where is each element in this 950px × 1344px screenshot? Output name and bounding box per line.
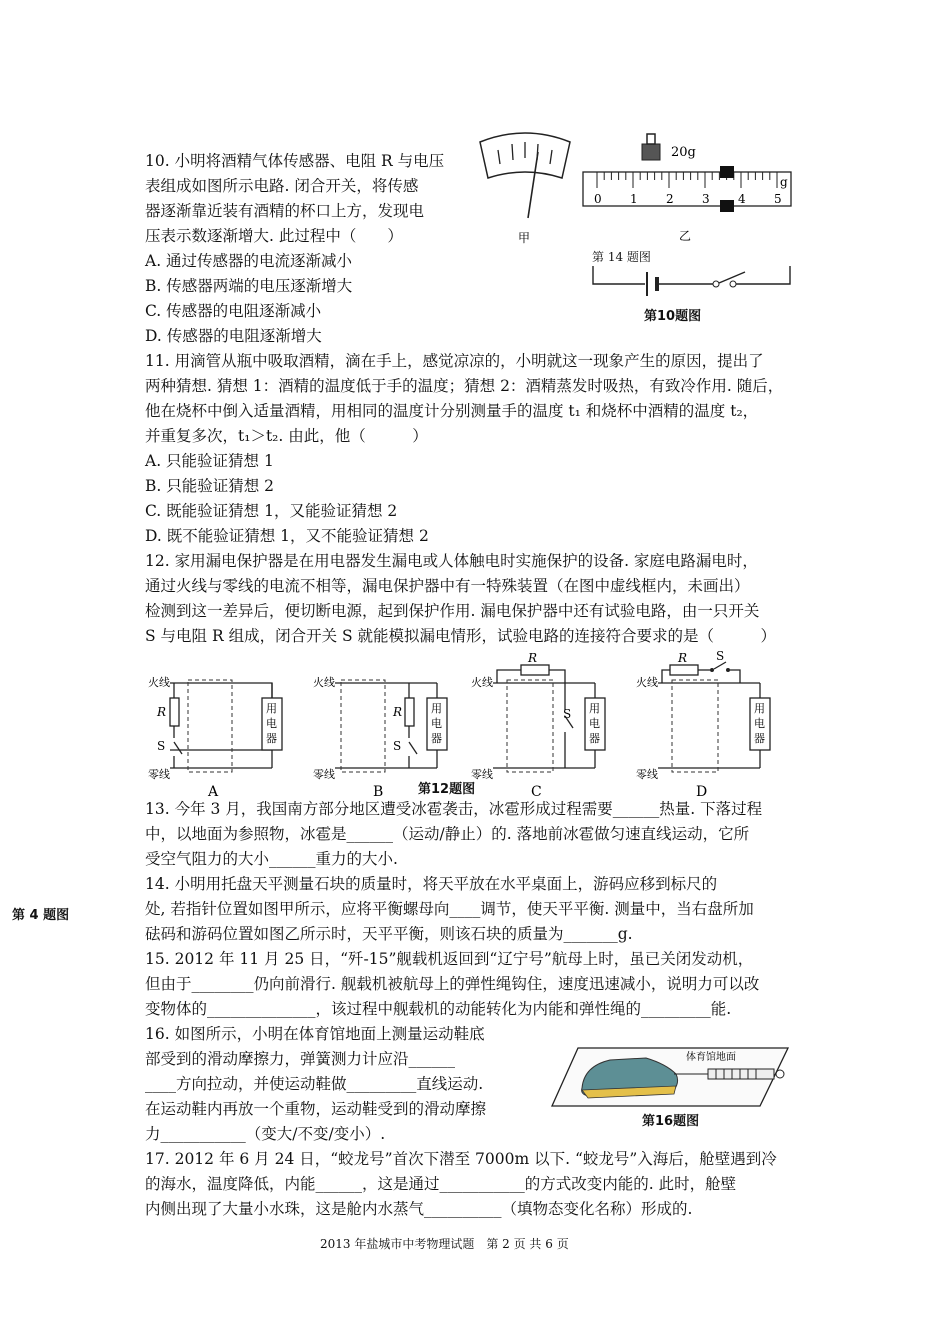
q11-option-d: D. 既不能验证猜想 1，又不能验证猜想 2 bbox=[145, 527, 429, 545]
circuit-c-s: S bbox=[563, 707, 572, 721]
circuit-c-r: R bbox=[528, 651, 538, 665]
circuit-a-r: R bbox=[157, 705, 167, 719]
q17-line-3: 内侧出现了大量小水珠，这是舱内水蒸气__________（填物态变化名称）形成的. bbox=[145, 1200, 693, 1218]
q16-line-3: ____方向拉动，并使运动鞋做_________直线运动. bbox=[145, 1075, 484, 1093]
circuit-d-neutral: 零线 bbox=[636, 768, 658, 781]
circuit-a-app-1: 用 bbox=[266, 702, 277, 715]
q13-line-2: 中，以地面为参照物，冰雹是______（运动/静止）的. 落地前冰雹做匀速直线运动，它所 bbox=[145, 825, 750, 843]
circuit-d-live: 火线 bbox=[636, 676, 658, 689]
q12-line-1: 12. 家用漏电保护器是在用电器发生漏电或人体触电时实施保护的设备. 家庭电路漏电时， bbox=[145, 552, 758, 570]
fig10-circuit bbox=[585, 262, 800, 304]
q16-line-1: 16. 如图所示，小明在体育馆地面上测量运动鞋底 bbox=[145, 1025, 485, 1043]
shoe-figure bbox=[548, 1040, 798, 1110]
fig16-caption: 第16题图 bbox=[642, 1114, 700, 1129]
circuit-b-neutral: 零线 bbox=[313, 768, 335, 781]
q15-line-2: 但由于________仍向前滑行. 舰载机被航母上的弹性绳钩住，速度迅速减小，说明力可以改 bbox=[145, 975, 760, 993]
circuit-b-live: 火线 bbox=[313, 676, 335, 689]
q10-line-4: 压表示数逐渐增大. 此过程中（ ） bbox=[145, 227, 403, 245]
rider-top bbox=[720, 166, 734, 178]
circuit-c-app-1: 用 bbox=[589, 702, 600, 715]
circuit-b-r: R bbox=[393, 705, 403, 719]
fig12-caption: 第12题图 bbox=[418, 782, 476, 797]
q11-line-3: 他在烧杯中倒入适量酒精，用相同的温度计分别测量手的温度 t₁ 和烧杯中酒精的温度 t₂， bbox=[145, 402, 759, 420]
balance-pointer-figure bbox=[470, 130, 580, 250]
circuit-b-s: S bbox=[393, 739, 402, 753]
q16-line-5: 力___________（变大/不变/变小）. bbox=[145, 1125, 386, 1143]
floor-label: 体育馆地面 bbox=[686, 1052, 736, 1063]
fig14-label: 第 14 题图 bbox=[592, 250, 651, 264]
q17-line-1: 17. 2012 年 6 月 24 日，“蛟龙号”首次下潜至 7000m 以下. “蛟龙号”入海后，舱壁遇到冷 bbox=[145, 1150, 777, 1168]
q13-line-3: 受空气阻力的大小______重力的大小. bbox=[145, 850, 398, 868]
q14-line-2: 处, 若指针位置如图甲所示，应将平衡螺母向____调节，使天平平衡. 测量中，当右盘所加 bbox=[145, 900, 754, 918]
q12-line-2: 通过火线与零线的电流不相等，漏电保护器中有一特殊装置（在图中虚线框内，未画出） bbox=[145, 577, 750, 595]
circuit-b-app-2: 电 bbox=[431, 717, 442, 730]
balance-scale-figure bbox=[575, 128, 800, 248]
circuit-a-live: 火线 bbox=[148, 676, 170, 689]
q10-option-b: B. 传感器两端的电压逐渐增大 bbox=[145, 277, 353, 295]
circuit-d bbox=[636, 650, 770, 800]
circuit-d-s: S bbox=[716, 650, 725, 663]
circuit-a-app-3: 器 bbox=[266, 732, 277, 745]
q14-line-1: 14. 小明用托盘天平测量石块的质量时，将天平放在水平桌面上，游码应移到标尺的 bbox=[145, 875, 718, 893]
circuit-a-letter: A bbox=[208, 784, 219, 800]
q10-line-1: 10. 小明将酒精气体传感器、电阻 R 与电压 bbox=[145, 152, 445, 170]
circuit-a-neutral: 零线 bbox=[148, 768, 170, 781]
circuit-c-live: 火线 bbox=[471, 676, 493, 689]
circuit-b-letter: B bbox=[373, 784, 384, 800]
weight-label: 20g bbox=[671, 145, 696, 160]
q13-line-1: 13. 今年 3 月，我国南方部分地区遭受冰雹袭击，冰雹形成过程需要______热量. 下落过程 bbox=[145, 800, 763, 818]
q10-line-3: 器逐渐靠近装有酒精的杯口上方，发现电 bbox=[145, 202, 425, 220]
circuit-c-app-3: 器 bbox=[589, 732, 600, 745]
scale-unit: g bbox=[780, 175, 788, 189]
fig10-caption: 第10题图 bbox=[644, 309, 702, 324]
circuit-d-app-2: 电 bbox=[754, 717, 765, 730]
q10-option-c: C. 传感器的电阻逐渐减小 bbox=[145, 302, 322, 320]
scale-num-4: 4 bbox=[738, 192, 746, 206]
label-jia: 甲 bbox=[518, 231, 531, 245]
q10-option-a: A. 通过传感器的电流逐渐减小 bbox=[145, 252, 353, 270]
q17-line-2: 的海水，温度降低，内能______，这是通过___________的方式改变内能的. 此时，舱壁 bbox=[145, 1175, 737, 1193]
circuit-d-letter: D bbox=[696, 784, 708, 800]
circuit-a-app-2: 电 bbox=[266, 717, 277, 730]
circuit-a bbox=[148, 675, 282, 800]
q12-line-3: 检测到这一差异后，便切断电源，起到保护作用. 漏电保护器中还有试验电路，由一只开关 bbox=[145, 602, 760, 620]
q11-option-a: A. 只能验证猜想 1 bbox=[145, 452, 274, 470]
q11-line-4: 并重复多次，t₁＞t₂. 由此，他（ ） bbox=[145, 427, 428, 445]
q11-line-2: 两种猜想. 猜想 1：酒精的温度低于手的温度；猜想 2：酒精蒸发时吸热，有致冷作用. 随后， bbox=[145, 377, 784, 395]
circuit-a-s: S bbox=[157, 739, 166, 753]
rider-bottom bbox=[720, 200, 734, 212]
scale-num-1: 1 bbox=[630, 192, 638, 206]
circuit-b-app-3: 器 bbox=[431, 732, 442, 745]
q10-line-2: 表组成如图所示电路. 闭合开关，将传感 bbox=[145, 177, 419, 195]
q14-line-3: 砝码和游码位置如图乙所示时，天平平衡，则该石块的质量为_______g. bbox=[145, 925, 633, 943]
circuit-b-app-1: 用 bbox=[431, 702, 442, 715]
q11-option-b: B. 只能验证猜想 2 bbox=[145, 477, 275, 495]
q15-line-1: 15. 2012 年 11 月 25 日，“歼-15”舰载机返回到“辽宁号”航母上时，虽已关闭发动机， bbox=[145, 950, 754, 968]
page-footer: 2013 年盐城市中考物理试题 第 2 页 共 6 页 bbox=[320, 1237, 569, 1251]
q16-line-2: 部受到的滑动摩擦力，弹簧测力计应沿______ bbox=[145, 1050, 456, 1068]
scale-num-2: 2 bbox=[666, 192, 674, 206]
circuit-d-r: R bbox=[678, 651, 688, 665]
circuit-d-app-3: 器 bbox=[754, 732, 765, 745]
circuit-c-letter: C bbox=[531, 784, 542, 800]
label-yi: 乙 bbox=[679, 229, 692, 243]
q11-option-c: C. 既能验证猜想 1，又能验证猜想 2 bbox=[145, 502, 398, 520]
q12-line-4: S 与电阻 R 组成，闭合开关 S 就能模拟漏电情形，试验电路的连接符合要求的是（ ） bbox=[145, 627, 777, 645]
scale-num-5: 5 bbox=[774, 192, 782, 206]
circuit-c bbox=[471, 651, 605, 800]
circuit-c-neutral: 零线 bbox=[471, 768, 493, 781]
scale-num-0: 0 bbox=[594, 192, 602, 206]
q10-option-d: D. 传感器的电阻逐渐增大 bbox=[145, 327, 322, 345]
circuit-c-app-2: 电 bbox=[589, 717, 600, 730]
scale-ticks bbox=[597, 172, 777, 188]
q16-line-4: 在运动鞋内再放一个重物，运动鞋受到的滑动摩擦 bbox=[145, 1100, 487, 1118]
scale-num-3: 3 bbox=[702, 192, 710, 206]
side-fig4-label: 第 4 题图 bbox=[12, 908, 70, 923]
q11-line-1: 11. 用滴管从瓶中吸取酒精，滴在手上，感觉凉凉的，小明就这一现象产生的原因，提出了 bbox=[145, 352, 764, 370]
q15-line-3: 变物体的______________，该过程中舰载机的动能转化为内能和弹性绳的_________能. bbox=[145, 1000, 732, 1018]
circuit-d-app-1: 用 bbox=[754, 702, 765, 715]
